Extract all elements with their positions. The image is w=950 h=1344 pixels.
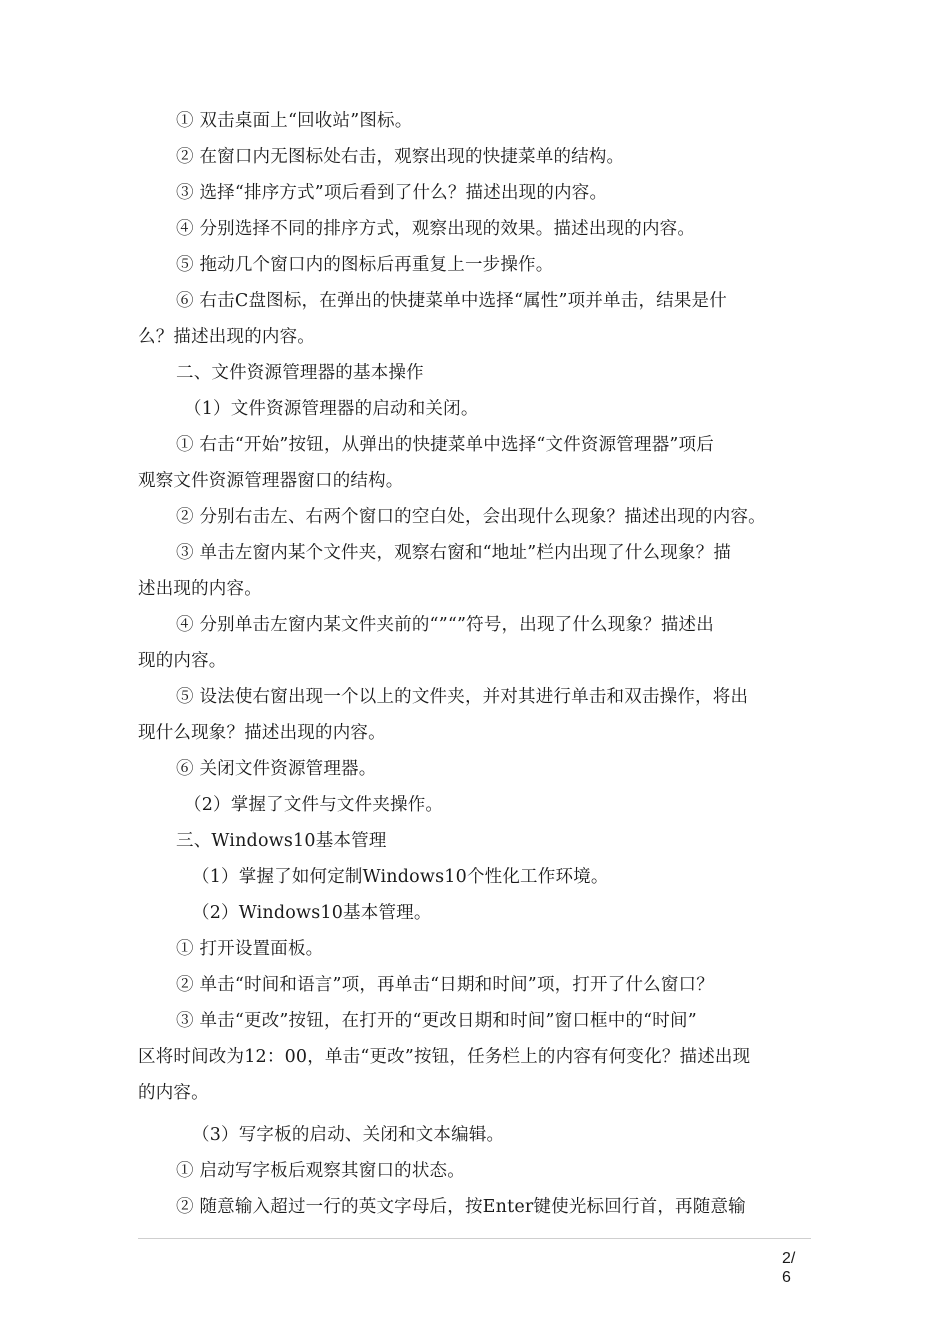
text-line: ④ 分别选择不同的排序方式，观察出现的效果。描述出现的内容。 [176, 219, 696, 239]
subsection-heading: （1）文件资源管理器的启动和关闭。 [184, 399, 479, 419]
subsection-heading: （2）Windows10基本管理。 [192, 903, 432, 923]
text-line: ① 右击“开始”按钮，从弹出的快捷菜单中选择“文件资源管理器”项后 [176, 435, 714, 455]
text-line: 区将时间改为12：00，单击“更改”按钮，任务栏上的内容有何变化？描述出现 [138, 1047, 751, 1067]
text-line: ⑤ 拖动几个窗口内的图标后再重复上一步操作。 [176, 255, 554, 275]
text-line: ⑥ 关闭文件资源管理器。 [176, 759, 377, 779]
text-line: 现的内容。 [138, 651, 227, 671]
subsection-heading: （2）掌握了文件与文件夹操作。 [184, 795, 444, 815]
text-line: ② 单击“时间和语言”项，再单击“日期和时间”项，打开了什么窗口？ [176, 975, 714, 995]
text-line: ① 启动写字板后观察其窗口的状态。 [176, 1161, 465, 1181]
page-number-current: 2/ [782, 1250, 796, 1267]
text-line: ③ 单击“更改”按钮，在打开的“更改日期和时间”窗口框中的“时间” [176, 1011, 697, 1031]
subsection-heading: （1）掌握了如何定制Windows10个性化工作环境。 [192, 867, 609, 887]
text-line: ① 双击桌面上“回收站”图标。 [176, 111, 413, 131]
section-heading: 三、Windows10基本管理 [176, 831, 387, 851]
subsection-heading: （3）写字板的启动、关闭和文本编辑。 [192, 1125, 505, 1145]
text-line: 的内容。 [138, 1083, 209, 1103]
text-line: ⑥ 右击C盘图标，在弹出的快捷菜单中选择“属性”项并单击，结果是什 [176, 291, 727, 311]
text-line: 述出现的内容。 [138, 579, 262, 599]
text-line: ② 在窗口内无图标处右击，观察出现的快捷菜单的结构。 [176, 147, 625, 167]
text-line: ② 随意输入超过一行的英文字母后，按Enter键使光标回行首，再随意输 [176, 1197, 746, 1217]
page-number-total: 6 [782, 1269, 791, 1286]
text-line: 现什么现象？描述出现的内容。 [138, 723, 386, 743]
text-line: ④ 分别单击左窗内某文件夹前的“”“”符号，出现了什么现象？描述出 [176, 615, 714, 635]
text-line: ③ 单击左窗内某个文件夹，观察右窗和“地址”栏内出现了什么现象？描 [176, 543, 732, 563]
text-line: 观察文件资源管理器窗口的结构。 [138, 471, 404, 491]
section-heading: 二、文件资源管理器的基本操作 [176, 363, 424, 383]
text-line: ③ 选择“排序方式”项后看到了什么？描述出现的内容。 [176, 183, 608, 203]
text-line: ② 分别右击左、右两个窗口的空白处，会出现什么现象？描述出现的内容。 [176, 507, 766, 527]
text-line: 么？描述出现的内容。 [138, 327, 315, 347]
footer-divider [138, 1238, 811, 1239]
text-line: ⑤ 设法使右窗出现一个以上的文件夹，并对其进行单击和双击操作，将出 [176, 687, 749, 707]
text-line: ① 打开设置面板。 [176, 939, 324, 959]
